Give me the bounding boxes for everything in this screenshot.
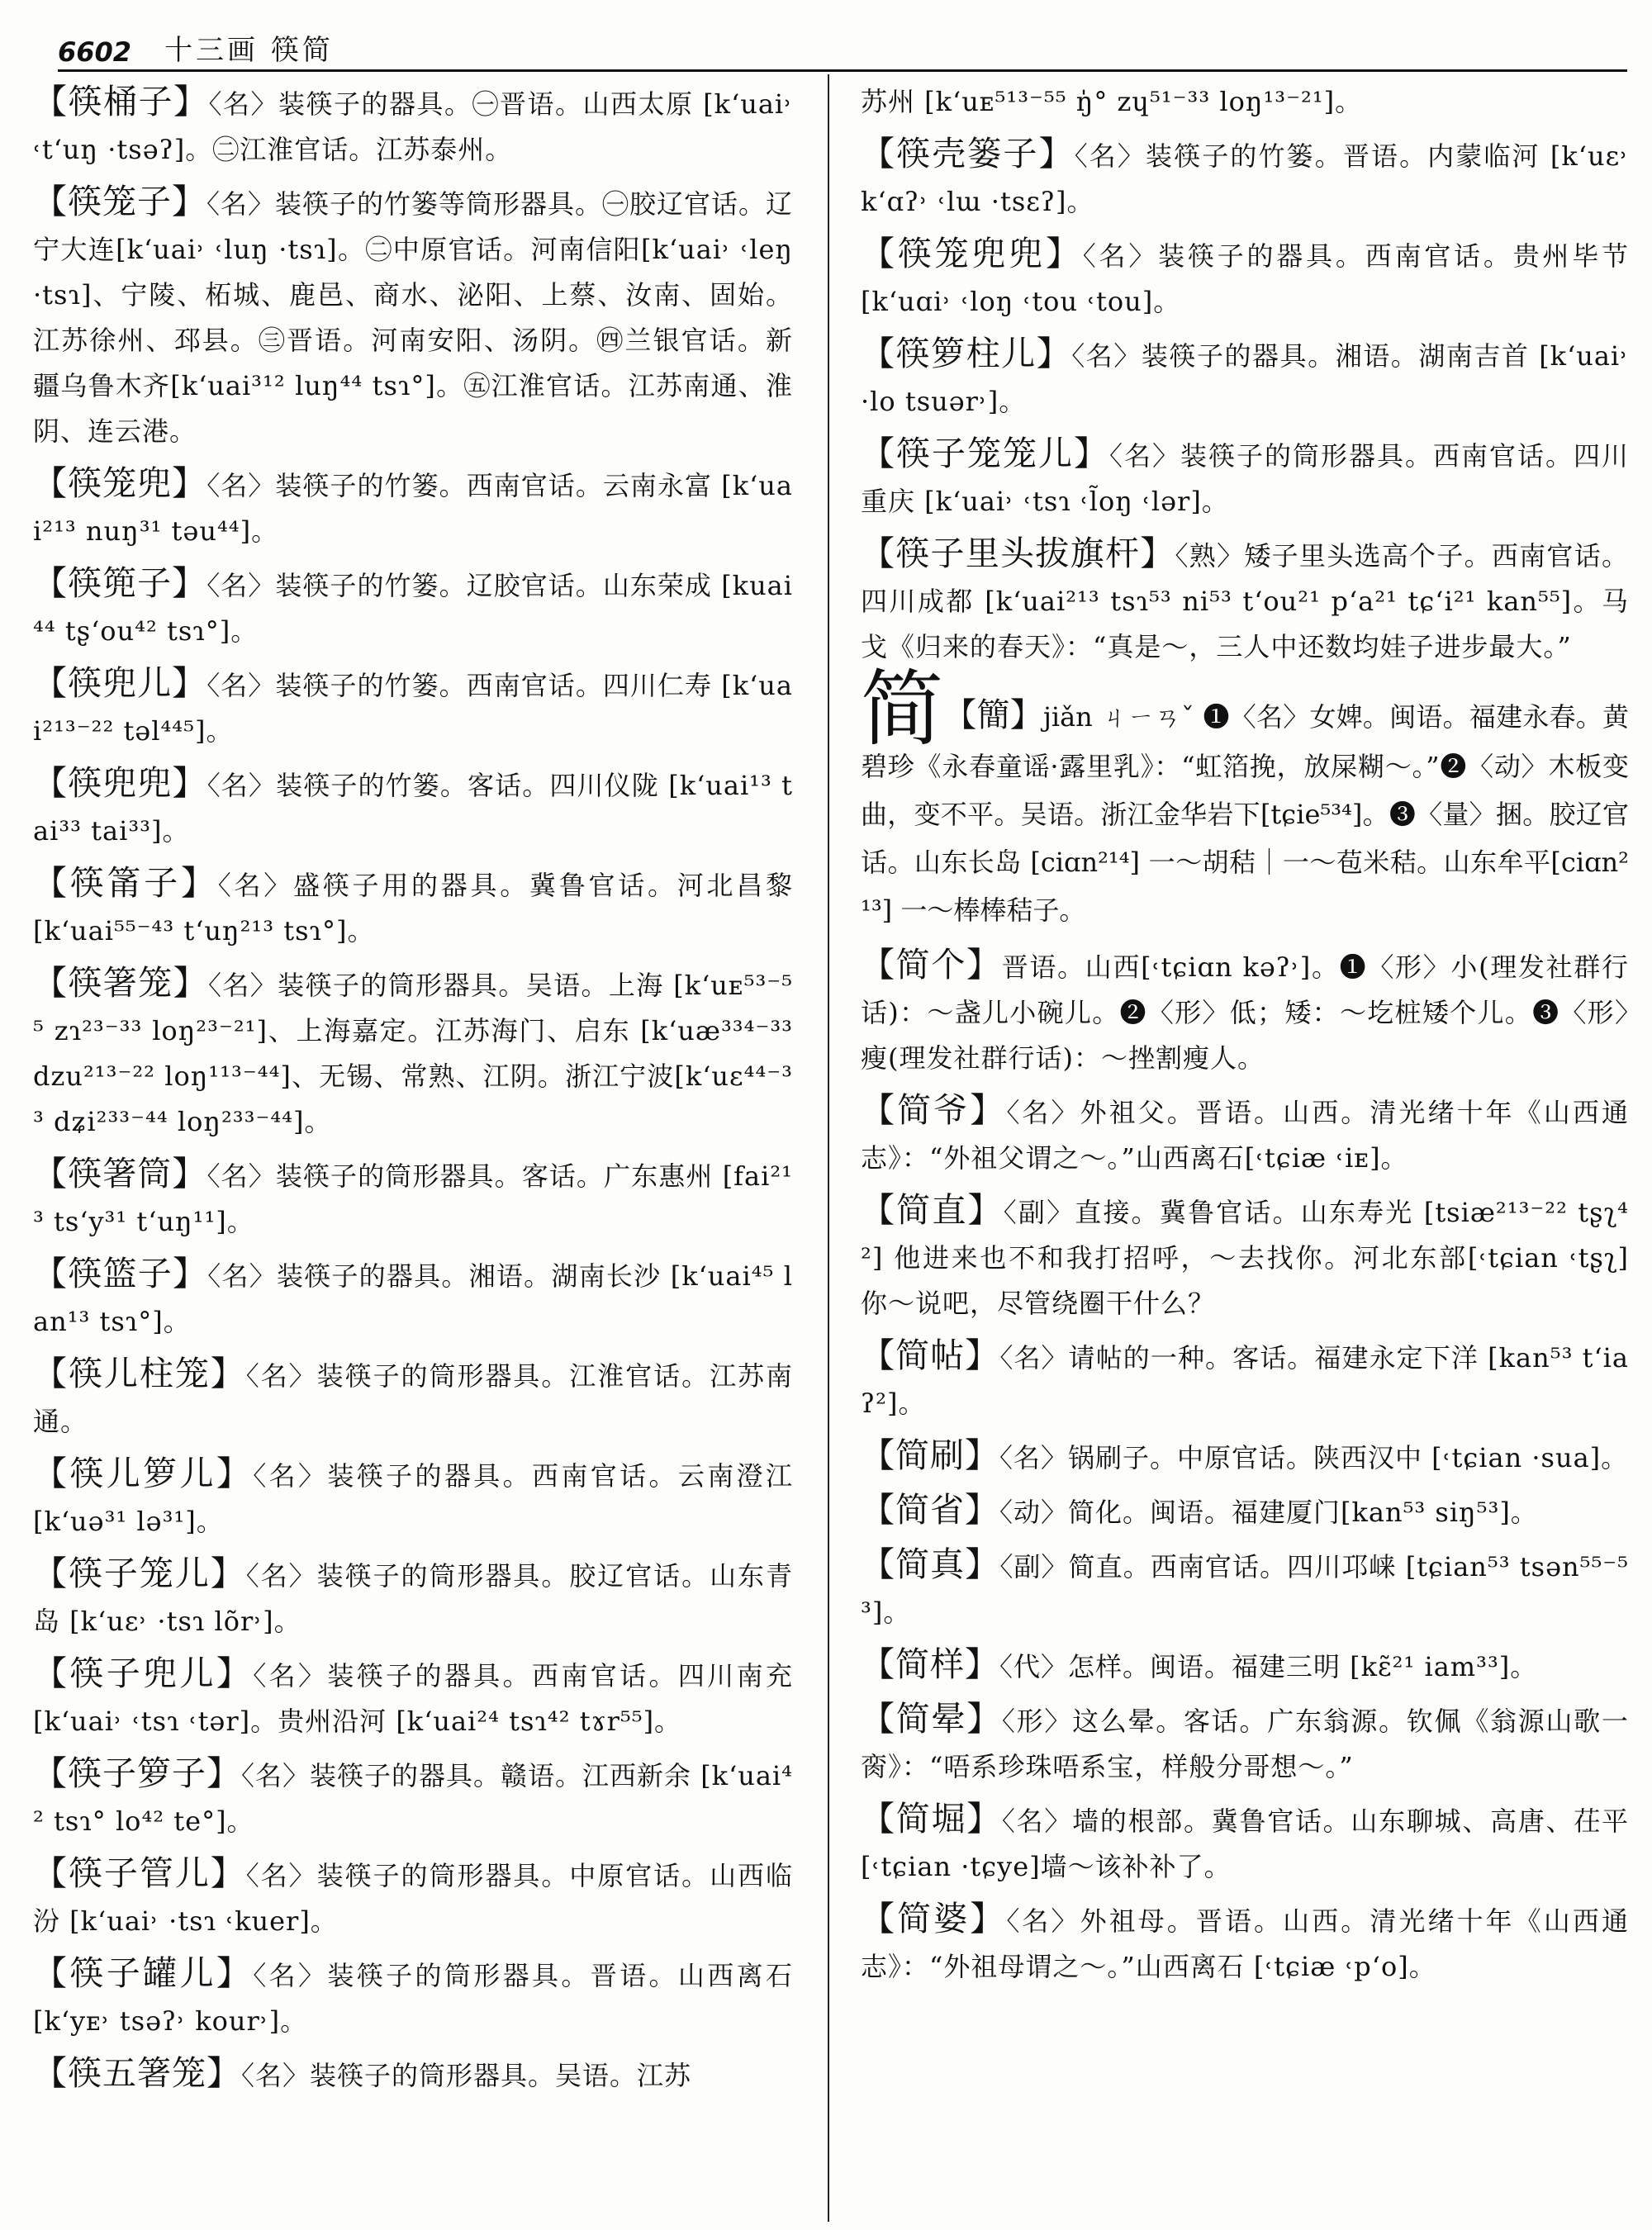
entry-headword: 【简刷】 (861, 1435, 999, 1475)
entry-headword: 【简个】 (861, 945, 1002, 985)
entry-headword: 【筷笼兜】 (33, 463, 207, 503)
entry-headword: 【简爷】 (861, 1090, 1007, 1130)
entry-headword: 【简真】 (861, 1544, 1000, 1584)
entry-definition: 〈名〉装筷子的器具。㊀晋语。山西太原 [k‘uai˒ ˓t‘uŋ ·tsəʔ]。㊁江淮官话。江苏泰州。 (33, 88, 793, 165)
dictionary-entry (861, 1188, 1629, 1326)
entry-headword: 【筷桶子】 (33, 82, 209, 121)
entry-definition: 〈名〉装筷子的竹篓。客话。四川仪陇 [k‘uai¹³ tai³³ tai³³]。 (33, 770, 793, 847)
entry-headword: 【筷五箸笼】 (33, 2053, 241, 2093)
dictionary-entry (33, 1951, 793, 2044)
entry-definition: 〈名〉装筷子的竹篓等筒形器具。㊀胶辽官话。辽宁大连[k‘uai˒ ˓luŋ ·tsɿ]。㊁中原官话。河南信阳[k‘uai˒ ˓leŋ ·tsɿ]、宁陵、柘城、鹿邑、商水、泌阳、上蔡、汝南、固始。江苏徐州、邳县。㊂晋语。河南安阳、汤阴。㊃兰银官话。新疆乌鲁木齐[k‘uai³¹² luŋ⁴⁴ tsɿ°]。㊄江淮官话。江苏南通、淮阴、连云港。 (33, 188, 793, 447)
dictionary-entry (861, 942, 1629, 1081)
entry-headword: 【筷筩子】 (33, 863, 218, 903)
entry-definition: 〈名〉装筷子的器具。赣语。江西新余 [k‘uai⁴² tsɿ° lo⁴² te°]。 (33, 1760, 793, 1837)
dictionary-entry (33, 861, 793, 954)
entry-definition: 〈名〉装筷子的筒形器具。西南官话。四川重庆 [k‘uai˒ ˓tsɿ ˓l̃oŋ ˓lər]。 (861, 440, 1629, 517)
dictionary-entry (861, 131, 1629, 225)
entry-definition: 〈名〉装筷子的竹篓。辽胶官话。山东荣成 [kuai⁴⁴ tʂ‘ou⁴² tsɿ°]。 (33, 570, 793, 647)
entry-headword: 【筷子管儿】 (33, 1853, 246, 1893)
traditional-form: 【簡】 (943, 696, 1043, 734)
head-character: 简 (861, 661, 944, 757)
entry-definition: 〈名〉墙的根部。冀鲁官话。山东聊城、高唐、茌平 [˓tɕian ·tɕye]墙～该补补了。 (861, 1805, 1629, 1882)
dictionary-entry (861, 1333, 1629, 1426)
entry-definition: 〈名〉请帖的一种。客话。福建永定下洋 [kan⁵³ t‘iaʔ²]。 (861, 1342, 1629, 1419)
dictionary-entry (861, 431, 1629, 524)
entry-headword: 【筷箸笼】 (33, 963, 208, 1003)
entry-headword: 【简样】 (861, 1644, 999, 1684)
entry-definition: 〈名〉装筷子的竹篓。西南官话。云南永富 [k‘uai²¹³ nuŋ³¹ təu⁴⁴]。 (33, 470, 793, 547)
entry-headword: 【简帖】 (861, 1336, 1000, 1375)
entry-definition: 〈名〉装筷子的筒形器具。吴语。上海 [k‘uᴇ⁵³⁻⁵⁵ zɿ²³⁻³³ loŋ²³⁻²¹]、上海嘉定。江苏海门、启东 [k‘uæ³³⁴⁻³³ dzu²¹³⁻²² loŋ¹¹³⁻⁴⁴]、无锡、常熟、江阴。浙江宁波[k‘uɛ⁴⁴⁻³³ dʑi²³³⁻⁴⁴ loŋ²³³⁻⁴⁴]。 (33, 970, 793, 1137)
right-column (861, 79, 1629, 2227)
entry-headword: 【筷兜儿】 (33, 663, 207, 703)
entry-headword: 【简直】 (861, 1190, 1004, 1230)
dictionary-entry (861, 1433, 1629, 1481)
entry-definition: 〈代〉怎样。闽语。福建三明 [kɛ̃²¹ iam³³]。 (999, 1651, 1538, 1682)
entry-definition: 〈名〉装筷子的筒形器具。中原官话。山西临汾 [k‘uai˒ ·tsɿ ˓kuer]。 (33, 1860, 793, 1937)
head-character-entry (861, 661, 1629, 934)
dictionary-entry (861, 1896, 1629, 1990)
dictionary-entry (33, 1351, 793, 1445)
entry-definition: 〈熟〉矮子里头选高个子。西南官话。四川成都 [k‘uai²¹³ tsɿ⁵³ ni⁵³ t‘ou²¹ p‘a²¹ tɕ‘i²¹ kan⁵⁵]。马戈《归来的春天》：“真是～，三人中还数均娃子进步最大。” (861, 540, 1629, 662)
dictionary-entry (33, 179, 793, 454)
entry-headword: 【简婆】 (861, 1899, 1007, 1938)
entry-definition: 〈名〉外祖母。晋语。山西。清光绪十年《山西通志》：“外祖母谓之～。”山西离石 [˓tɕiæ ˓p‘o]。 (861, 1905, 1629, 1982)
dictionary-entry (861, 79, 1629, 125)
entry-headword: 【筷兜兜】 (33, 763, 207, 803)
entry-definition: 〈动〉简化。闽语。福建厦门[kan⁵³ siŋ⁵³]。 (999, 1497, 1538, 1528)
dictionary-entry (861, 1088, 1629, 1181)
dictionary-entry (33, 761, 793, 854)
dictionary-entry (33, 1251, 793, 1345)
entry-headword: 【简堀】 (861, 1799, 1002, 1839)
entry-headword: 【简省】 (861, 1490, 999, 1530)
entry-headword: 【筷箩柱儿】 (861, 334, 1072, 373)
dictionary-entry (861, 531, 1629, 670)
entry-headword: 【筷子箩子】 (33, 1753, 242, 1793)
dictionary-entry (861, 1696, 1629, 1790)
page-title: 十三画 筷简 (164, 34, 334, 67)
entry-headword: 【筷笼子】 (33, 182, 206, 221)
entry-definition: 〈名〉装筷子的筒形器具。晋语。山西离石 [k‘yᴇ˒ tsəʔ˒ kour˒]。 (33, 1960, 793, 2037)
dictionary-entry (33, 661, 793, 754)
entry-definition: 〈名〉装筷子的器具。湘语。湖南长沙 [k‘uai⁴⁵ lan¹³ tsɿ°]。 (33, 1260, 793, 1337)
entry-definition: 晋语。山西[˓tɕiɑn kəʔ˒]。❶〈形〉小(理发社群行话)：～盏儿小碗儿。❷〈形〉低；矮：～圪桩矮个儿。❸〈形〉瘦(理发社群行话)：～挫割瘦人。 (861, 951, 1629, 1074)
dictionary-entry (33, 1151, 793, 1245)
dictionary-entry (33, 1551, 793, 1644)
dictionary-entry (33, 2051, 793, 2099)
entry-definition: 〈名〉盛筷子用的器具。冀鲁官话。河北昌黎 [k‘uai⁵⁵⁻⁴³ t‘uŋ²¹³ tsɿ°]。 (33, 870, 793, 947)
dictionary-entry (861, 1796, 1629, 1890)
dictionary-entry (861, 231, 1629, 325)
entry-headword: 【筷子里头拔旗杆】 (861, 534, 1175, 573)
entry-definition: 〈名〉锅刷子。中原官话。陕西汉中 [˓tɕian ·sua]。 (999, 1442, 1629, 1473)
entry-definition: 〈名〉装筷子的器具。湘语。湖南吉首 [k‘uai˒ ·lo tsuər˒]。 (861, 340, 1629, 417)
dictionary-entry (33, 961, 793, 1145)
dictionary-entry (861, 1542, 1629, 1635)
entry-headword: 【筷儿箩儿】 (33, 1454, 254, 1493)
entry-definition: 〈名〉装筷子的筒形器具。客话。广东惠州 [fai²¹³ ts‘y³¹ t‘uŋ¹¹]。 (33, 1160, 793, 1237)
entry-headword: 【筷笼兜兜】 (861, 234, 1083, 273)
entry-headword: 【筷箸筒】 (33, 1154, 207, 1193)
entry-definition: 〈名〉装筷子的筒形器具。胶辽官话。山东青岛 [k‘uɛ˒ ·tsɿ lõr˒]。 (33, 1560, 793, 1637)
dictionary-entry (861, 1487, 1629, 1535)
entry-headword: 【筷子罐儿】 (33, 1953, 254, 1993)
header-rule (58, 69, 1627, 72)
entry-definition: 〈名〉装筷子的竹篓。晋语。内蒙临河 [k‘uɛ˒ k‘ɑʔ˒ ˓lɯ ·tsɛʔ]。 (861, 140, 1629, 217)
dictionary-entry (33, 1851, 793, 1944)
entry-definition: jiǎn ㄐㄧㄢˇ ❶〈名〉女婢。闽语。福建永春。黄碧珍《永春童谣·露里乳》：“虹箔挽，放屎糊～。”❷〈动〉木板变曲，变不平。吴语。浙江金华岩下[tɕie⁵³⁴]。❸〈量〉捆。胶辽官话。山东长岛 [ciɑn²¹⁴] 一～胡秸｜一～苞米秸。山东牟平[ciɑn²¹³] 一～棒棒秸子。 (861, 701, 1629, 926)
entry-definition: 〈名〉装筷子的器具。西南官话。贵州毕节 [k‘uɑi˒ ˓loŋ ˓tou ˓tou]。 (861, 240, 1629, 317)
dictionary-entry (33, 1651, 793, 1744)
entry-definition: 〈名〉装筷子的器具。西南官话。四川南充 [k‘uai˒ ˓tsɿ ˓tər]。贵州沿河 [k‘uai²⁴ tsɿ⁴² tɤr⁵⁵]。 (33, 1660, 793, 1737)
entry-headword: 【筷子笼笼儿】 (861, 434, 1109, 473)
entry-definition: 苏州 [k‘uᴇ⁵¹³⁻⁵⁵ ŋ̍° zɥ⁵¹⁻³³ loŋ¹³⁻²¹]。 (861, 86, 1363, 117)
page-number: 6602 (58, 36, 132, 68)
entry-headword: 【筷篼子】 (33, 563, 207, 603)
entry-headword: 【筷子笼儿】 (33, 1554, 246, 1593)
entry-definition: 〈形〉这么晕。客话。广东翁源。钦佩《翁源山歌一脔》：“唔系珍珠唔系宝，样般分哥想～。” (861, 1706, 1629, 1782)
entry-headword: 【筷篮子】 (33, 1254, 208, 1293)
dictionary-entry (33, 461, 793, 554)
entry-headword: 【简晕】 (861, 1699, 1002, 1739)
entry-definition: 〈名〉外祖父。晋语。山西。清光绪十年《山西通志》：“外祖父谓之～。”山西离石[˓tɕiæ ˓iᴇ]。 (861, 1097, 1629, 1174)
dictionary-entry (861, 1642, 1629, 1690)
dictionary-entry (861, 331, 1629, 425)
entry-headword: 【筷子兜儿】 (33, 1654, 254, 1693)
entry-definition: 〈名〉装筷子的筒形器具。吴语。江苏 (241, 2060, 692, 2091)
entry-definition: 〈副〉简直。西南官话。四川邛崃 [tɕian⁵³ tsən⁵⁵⁻⁵³]。 (861, 1551, 1629, 1628)
entry-headword: 【筷壳篓子】 (861, 134, 1075, 173)
dictionary-entry (33, 1451, 793, 1544)
column-divider (828, 74, 829, 2222)
left-column (33, 79, 793, 2227)
entry-headword: 【筷儿柱笼】 (33, 1354, 246, 1393)
dictionary-entry (33, 1751, 793, 1844)
page-header (58, 18, 1627, 68)
dictionary-entry (33, 561, 793, 654)
entry-definition: 〈名〉装筷子的竹篓。西南官话。四川仁寿 [k‘uai²¹³⁻²² təl⁴⁴⁵]。 (33, 670, 793, 747)
entry-definition: 〈副〉直接。冀鲁官话。山东寿光 [tsiæ²¹³⁻²² tʂʅ⁴²] 他进来也不和我打招呼，～去找你。河北东部[˓tɕian ˓tʂʅ] 你～说吧，尽管绕圈干什么？ (861, 1197, 1629, 1319)
dictionary-entry (33, 79, 793, 173)
entry-definition: 〈名〉装筷子的筒形器具。江淮官话。江苏南通。 (33, 1360, 793, 1437)
entry-definition: 〈名〉装筷子的器具。西南官话。云南澄江[k‘uə³¹ lə³¹]。 (33, 1460, 793, 1537)
